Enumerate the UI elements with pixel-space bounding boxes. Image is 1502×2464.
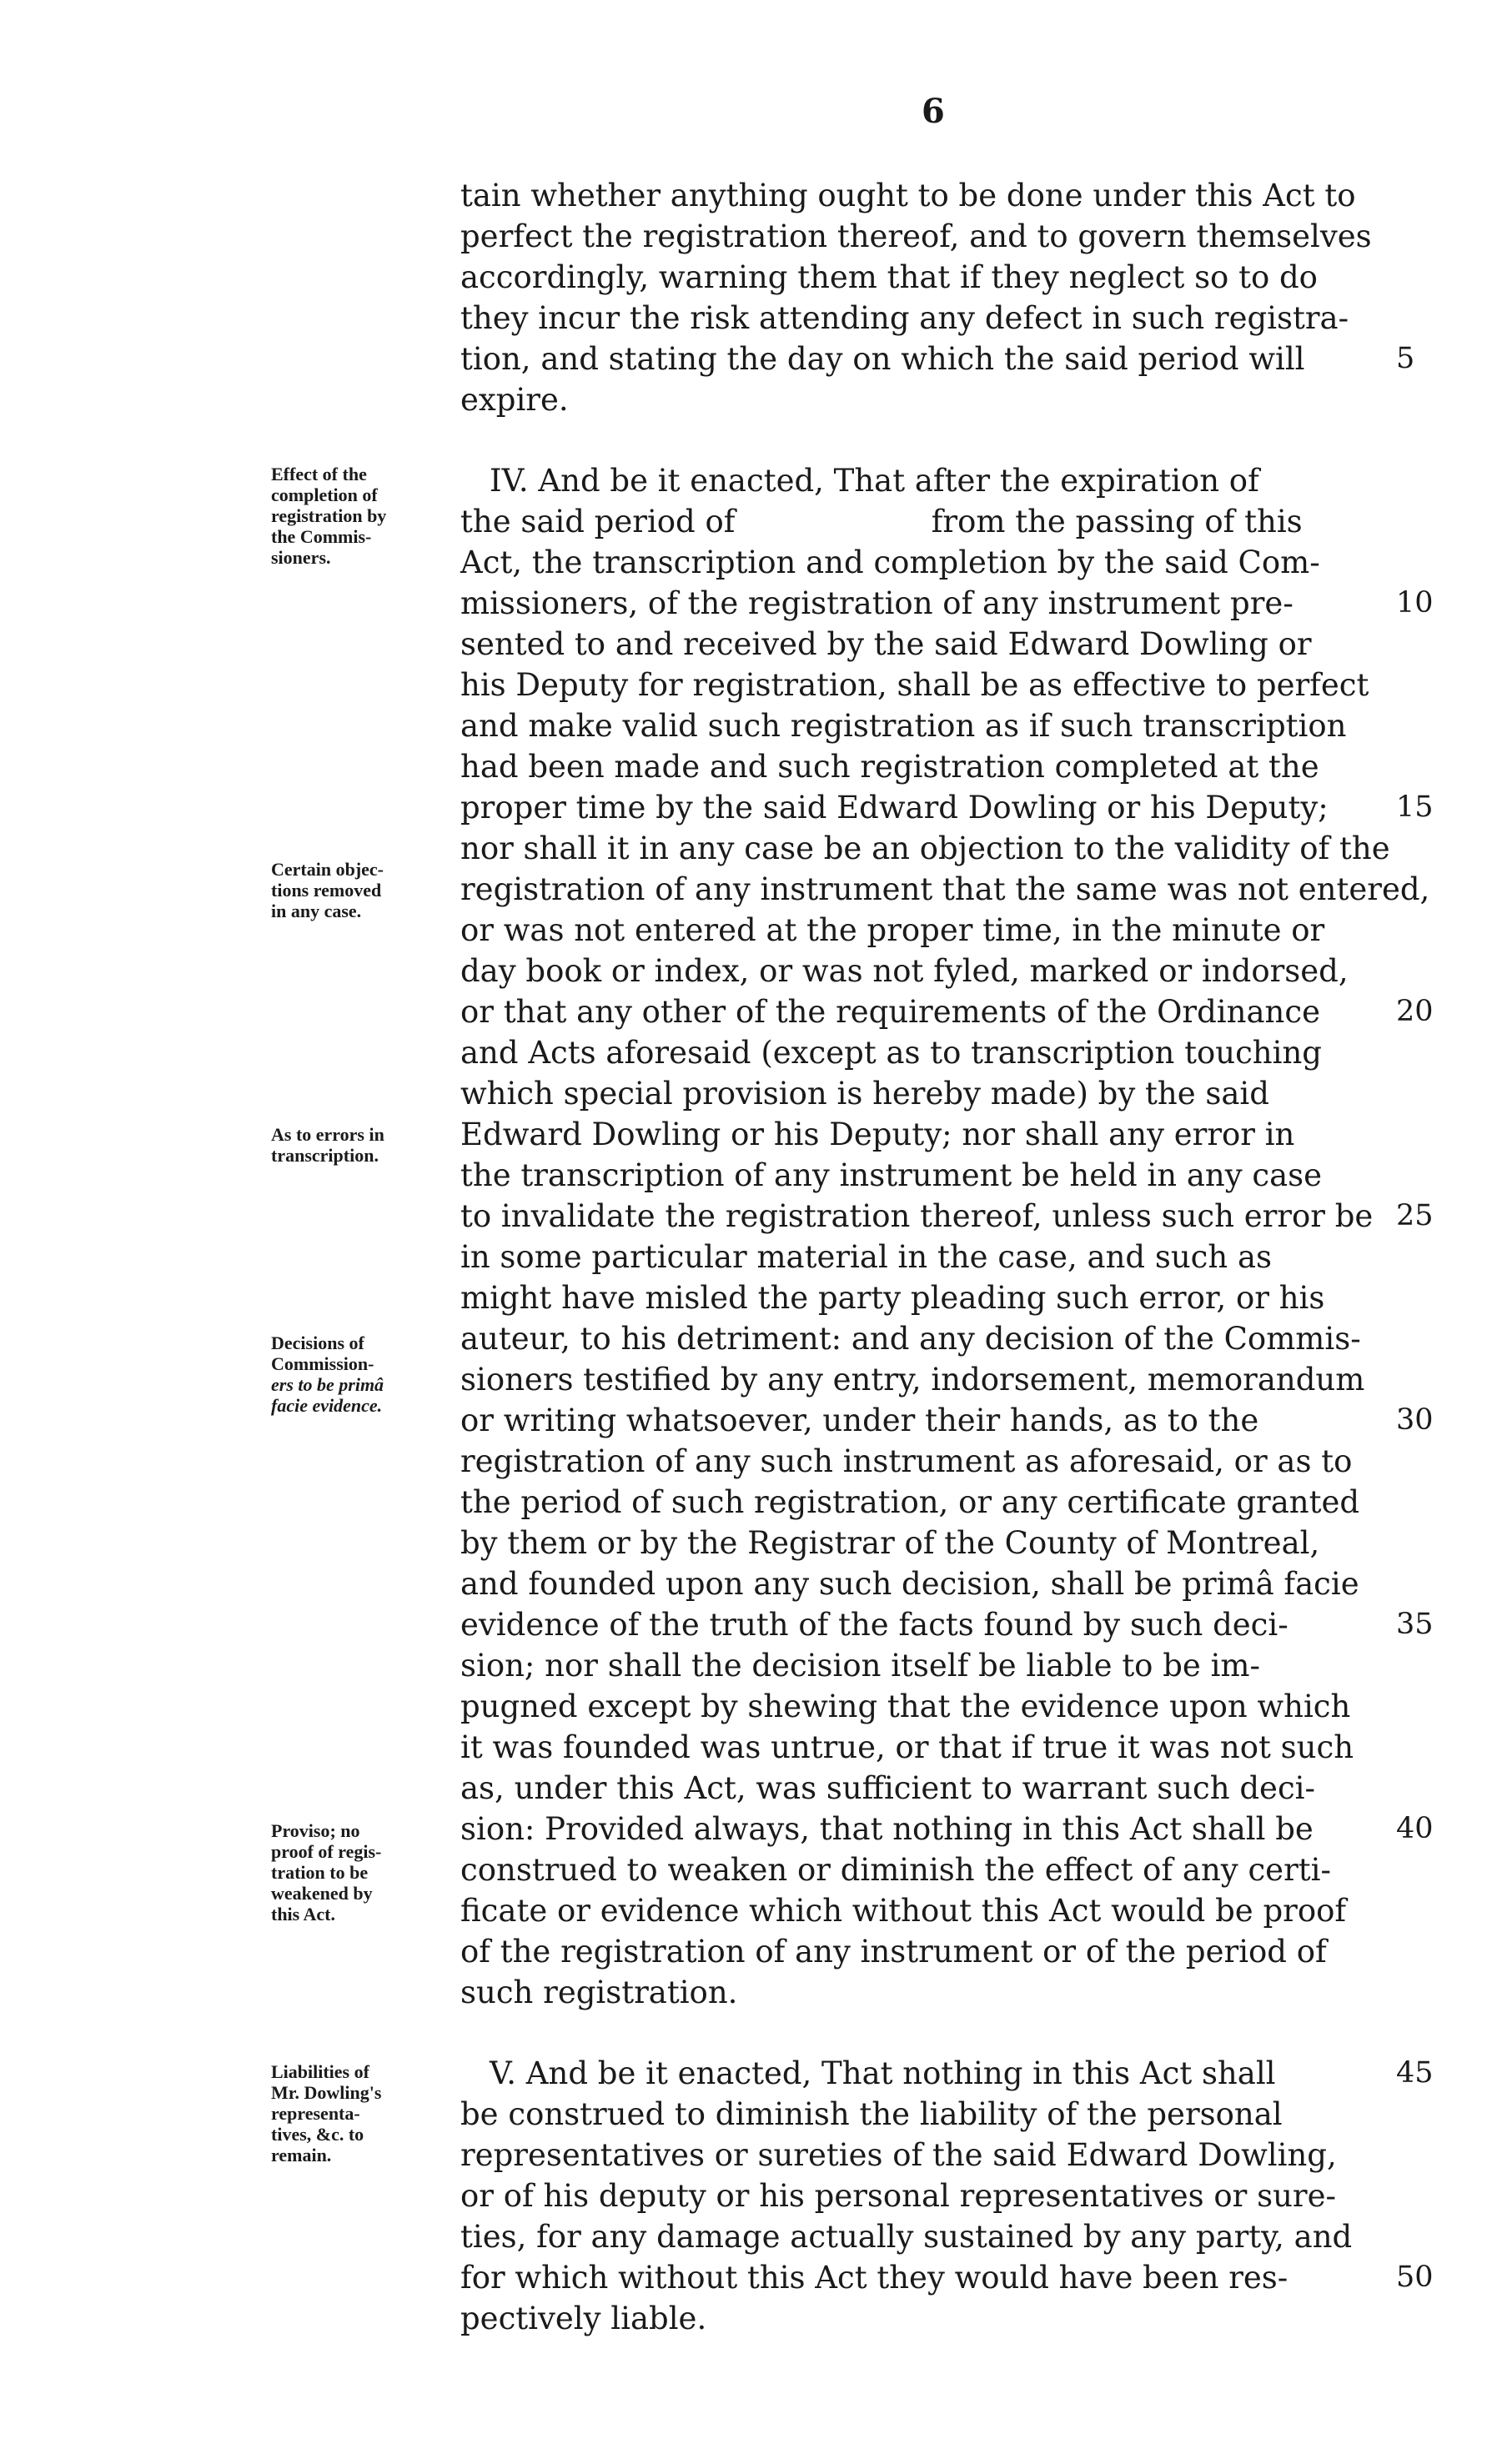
- text-line: the transcription of any instrument be held in any case: [460, 1157, 1323, 1193]
- margin-note-line: remain.: [271, 2145, 332, 2165]
- text-line-content: sion: Provided always, that nothing in this Act shall be: [460, 1811, 1314, 1847]
- text-line: Edward Dowling or his Deputy; nor shall any error in: [460, 1117, 1295, 1152]
- margin-note-line: this Act.: [271, 1904, 335, 1925]
- text-line: registration of any such instrument as aforesaid, or as to: [460, 1443, 1353, 1479]
- text-line: and make valid such registration as if such transcription: [460, 708, 1347, 744]
- text-line: his Deputy for registration, shall be as effective to perfect: [460, 667, 1369, 703]
- section-iv-heading-line: IV. And be it enacted, That after the expiration of: [490, 463, 1259, 499]
- line-number: 25: [1396, 1199, 1434, 1232]
- margin-note-errors-in-transcription: [271, 1124, 455, 1166]
- text-line: ties, for any damage actually sustained by any party, and: [460, 2219, 1353, 2255]
- margin-note-certain-objections: [271, 859, 455, 921]
- line-number: 10: [1396, 586, 1434, 620]
- text-line: such registration.: [460, 1975, 738, 2010]
- text-line-numbered: [460, 991, 1434, 1032]
- text-line-numbered: [460, 339, 1415, 379]
- text-line: which special provision is hereby made) by the said: [460, 1076, 1269, 1112]
- margin-note-line: in any case.: [271, 901, 362, 921]
- margin-note-line: As to errors in: [271, 1124, 384, 1145]
- line-number: 50: [1396, 2261, 1434, 2294]
- line-number: 5: [1396, 342, 1415, 375]
- body-text: [460, 175, 1434, 2339]
- text-line: in some particular material in the case, and such as: [460, 1239, 1273, 1275]
- text-line: tain whether anything ought to be done under this Act to: [460, 178, 1356, 213]
- line-number: 20: [1396, 995, 1434, 1028]
- text-line-content: for which without this Act they would have been res-: [460, 2260, 1289, 2296]
- text-line: might have misled the party pleading such error, or his: [460, 1280, 1325, 1316]
- text-line: and founded upon any such decision, shall be primâ facie: [460, 1566, 1359, 1602]
- margin-note-line: registration by: [271, 505, 387, 526]
- text-line: sented to and received by the said Edward Dowling or: [460, 626, 1312, 662]
- text-line: and Acts aforesaid (except as to transcription touching: [460, 1035, 1322, 1071]
- margin-note-line: Certain objec-: [271, 859, 384, 880]
- text-line: the period of such registration, or any certificate granted: [460, 1484, 1360, 1520]
- line-number: 45: [1396, 2056, 1434, 2090]
- margin-note-liabilities: [271, 2061, 455, 2165]
- margin-note-line: Effect of the: [271, 464, 367, 484]
- text-line-content: proper time by the said Edward Dowling or his Deputy;: [460, 790, 1329, 826]
- text-line: the said period of from the passing of this: [460, 504, 1303, 539]
- text-line: day book or index, or was not fyled, marked or indorsed,: [460, 953, 1349, 989]
- margin-note-line: tration to be: [271, 1862, 369, 1883]
- text-line: sioners testified by any entry, indorsement, memorandum: [460, 1362, 1365, 1398]
- margin-note-line: facie evidence.: [271, 1395, 383, 1416]
- text-line: nor shall it in any case be an objection to the validity of the: [460, 831, 1390, 866]
- text-line-content: missioners, of the registration of any instrument pre-: [460, 585, 1294, 621]
- text-line: pugned except by shewing that the evidence upon which: [460, 1689, 1351, 1724]
- text-line-numbered: [460, 2257, 1434, 2298]
- text-line: they incur the risk attending any defect in such registra-: [460, 300, 1349, 336]
- text-line: representatives or sureties of the said Edward Dowling,: [460, 2137, 1337, 2173]
- page-number: 6: [922, 92, 945, 131]
- margin-note-line: tions removed: [271, 880, 382, 901]
- margin-note-line: weakened by: [271, 1883, 373, 1904]
- margin-note-line: Mr. Dowling's: [271, 2082, 382, 2103]
- margin-note-line: Commission-: [271, 1353, 374, 1374]
- text-line: pectively liable.: [460, 2301, 707, 2336]
- text-line: accordingly, warning them that if they neglect so to do: [460, 259, 1318, 295]
- text-line-numbered: [460, 1400, 1434, 1441]
- text-line: or of his deputy or his personal representatives or sure-: [460, 2178, 1337, 2214]
- margin-note-line: sioners.: [271, 547, 331, 568]
- text-line-numbered: [460, 2053, 1434, 2094]
- text-line: registration of any instrument that the same was not entered,: [460, 871, 1430, 907]
- line-number: 15: [1396, 790, 1434, 824]
- margin-note-proviso: [271, 1820, 455, 1925]
- text-line: it was founded was untrue, or that if true it was not such: [460, 1729, 1354, 1765]
- text-line: ficate or evidence which without this Act would be proof: [460, 1893, 1347, 1929]
- margin-note-line: ers to be primâ: [271, 1374, 384, 1395]
- text-line-numbered: [460, 1809, 1434, 1849]
- text-line: had been made and such registration completed at the: [460, 749, 1319, 785]
- margin-note-line: completion of: [271, 484, 378, 505]
- text-line-content: evidence of the truth of the facts found by such deci-: [460, 1607, 1289, 1643]
- margin-note-line: representa-: [271, 2103, 360, 2124]
- text-line-content: or writing whatsoever, under their hands, as to the: [460, 1403, 1259, 1438]
- text-line: of the registration of any instrument or of the period of: [460, 1934, 1327, 1970]
- text-line-numbered: [460, 583, 1434, 624]
- text-line-content: tion, and stating the day on which the said period will: [460, 341, 1305, 377]
- margin-note-line: tives, &c. to: [271, 2124, 364, 2145]
- text-line: auteur, to his detriment: and any decision of the Commis-: [460, 1321, 1361, 1357]
- line-number: 35: [1396, 1608, 1434, 1641]
- margin-note-line: transcription.: [271, 1145, 379, 1166]
- margin-note-line: the Commis-: [271, 526, 372, 547]
- text-line: by them or by the Registrar of the County of Montreal,: [460, 1525, 1320, 1561]
- margin-note-effect-of-completion: [271, 464, 455, 568]
- text-line: be construed to diminish the liability of the personal: [460, 2096, 1283, 2132]
- text-line: or was not entered at the proper time, in the minute or: [460, 912, 1325, 948]
- text-line: as, under this Act, was sufficient to warrant such deci-: [460, 1770, 1315, 1806]
- text-line-content: to invalidate the registration thereof, unless such error be: [460, 1198, 1374, 1234]
- text-line-content: or that any other of the requirements of the Ordinance: [460, 994, 1320, 1030]
- text-line-numbered: [460, 787, 1434, 828]
- text-line-numbered: [460, 1604, 1434, 1645]
- text-line: expire.: [460, 382, 569, 418]
- margin-note-line: Proviso; no: [271, 1820, 360, 1841]
- margin-note-line: Liabilities of: [271, 2061, 369, 2082]
- text-line: Act, the transcription and completion by the said Com-: [460, 544, 1320, 580]
- text-line: construed to weaken or diminish the effect of any certi-: [460, 1852, 1331, 1888]
- margin-note-line: proof of regis-: [271, 1841, 382, 1862]
- margin-note-decisions-of-commissioners: [271, 1332, 455, 1416]
- text-line: perfect the registration thereof, and to govern themselves: [460, 218, 1372, 254]
- line-number: 30: [1396, 1403, 1434, 1437]
- margin-note-line: Decisions of: [271, 1332, 364, 1353]
- text-line-numbered: [460, 1196, 1434, 1237]
- text-line: sion; nor shall the decision itself be liable to be im-: [460, 1648, 1260, 1684]
- section-v-heading-line: V. And be it enacted, That nothing in this Act shall: [490, 2055, 1276, 2091]
- line-number: 40: [1396, 1812, 1434, 1845]
